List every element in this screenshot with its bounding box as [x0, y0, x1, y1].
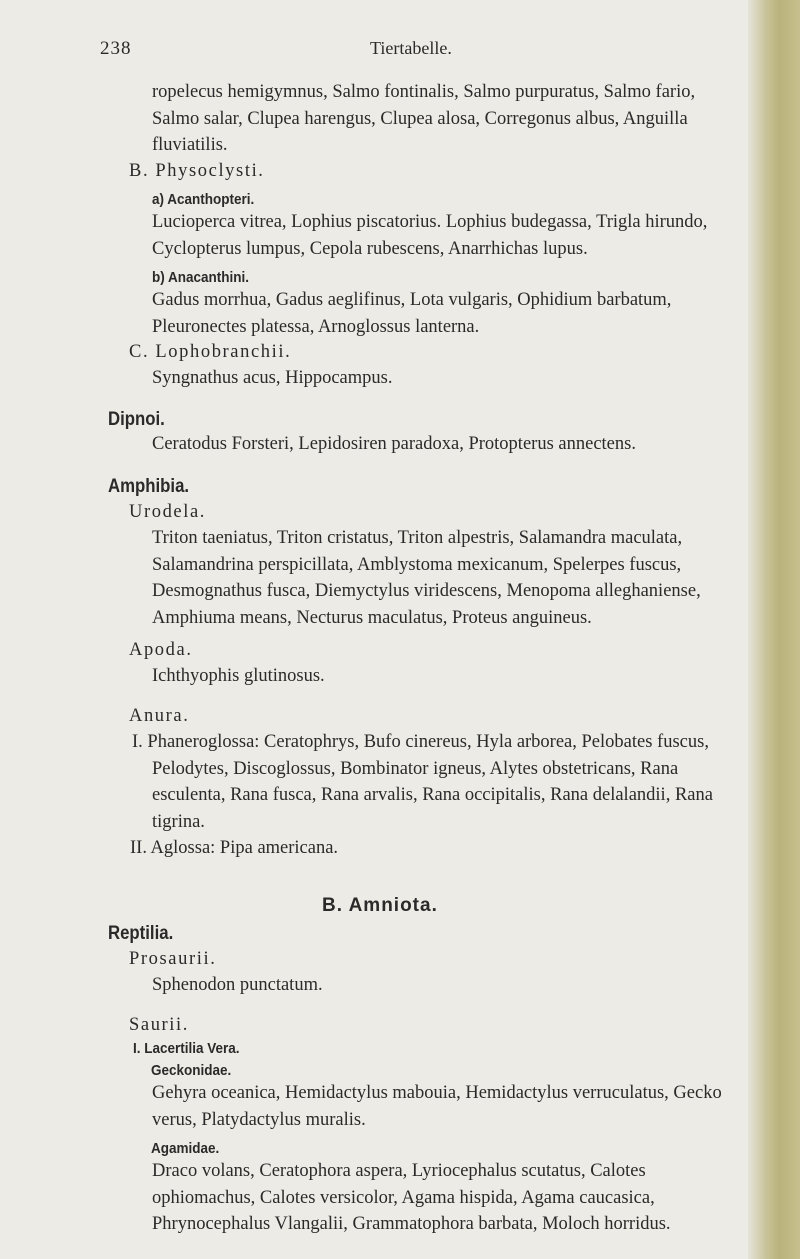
species-text: ropelecus hemigymnus, Salmo fontinalis, Salmo purpuratus, Salmo fario, Salmo salar, Clupea harengus, Clupea alosa, Corregonus albus, Anguilla fluviatilis. — [152, 82, 696, 155]
species-text: Lucioperca vitrea, Lophius piscatorius. Lophius budegassa, Trigla hirundo, Cyclopterus lumpus, Cepola rubescens, Anarrhichas lupus. — [152, 212, 708, 259]
reptilia-heading — [108, 920, 728, 947]
species-text: Gehyra oceanica, Hemidactylus mabouia, Hemidactylus verruculatus, Gecko verus, Platydactylus muralis. — [152, 1083, 722, 1130]
species-text: II. Aglossa: Pipa americana. — [130, 838, 339, 858]
class-heading: Dipnoi. — [108, 408, 165, 430]
salmo-paragraph — [152, 79, 717, 159]
urodela-heading — [129, 499, 749, 526]
lophobranchii-text — [152, 365, 772, 392]
page-header — [100, 38, 680, 68]
species-text: Triton taeniatus, Triton cristatus, Triton alpestris, Salamandra maculata, Salamandrina perspicillata, Amblystoma mexicanum, Spelerpes fuscus, Desmognathus fusca, Diemyctylus viridescens, Menopoma alleghaniense, Amphiuma means, Necturus maculatus, Proteus anguineus. — [152, 528, 701, 628]
class-heading: Amphibia. — [108, 475, 190, 497]
class-heading: Reptilia. — [108, 922, 174, 944]
page-number: 238 — [100, 38, 132, 59]
division-heading: B. Amniota. — [322, 895, 438, 916]
order-heading: Apoda. — [129, 640, 193, 660]
order-heading: Saurii. — [129, 1015, 190, 1035]
species-text: Draco volans, Ceratophora aspera, Lyriocephalus scutatus, Calotes ophiomachus, Calotes versicolor, Agama hispida, Agama caucasica, Phrynocephalus Vlangalii, Grammatophora barbata, Moloch horridus. — [152, 1161, 671, 1234]
acanthopteri-text — [152, 209, 717, 262]
order-heading: Anura. — [129, 706, 190, 726]
urodela-text — [152, 525, 724, 631]
running-title: Tiertabelle. — [370, 38, 452, 58]
order-heading: Urodela. — [129, 502, 207, 522]
species-text: I. Phaneroglossa: Ceratophrys, Bufo cinereus, Hyla arborea, Pelobates fuscus, Pelodytes, Discoglossus, Bombinator igneus, Alytes obstetricans, Rana esculenta, Rana fusca, Rana arvalis, Rana occipitalis, Rana delalandii, Rana tigrina. — [132, 732, 713, 832]
species-text: Syngnathus acus, Hippocampus. — [152, 368, 393, 388]
section-heading: C. Lophobranchii. — [129, 342, 292, 362]
anura-heading — [129, 703, 749, 730]
species-text: Sphenodon punctatum. — [152, 975, 323, 995]
species-text: Gadus morrhua, Gadus aeglifinus, Lota vulgaris, Ophidium barbatum, Pleuronectes platessa, Arnoglossus lanterna. — [152, 290, 672, 337]
lophobranchii-heading — [129, 339, 749, 366]
prosaurii-text — [152, 972, 772, 999]
agamidae-text — [152, 1158, 724, 1238]
anura-item-1 — [132, 729, 724, 835]
physoclysti-heading — [129, 158, 749, 185]
dipnoi-heading — [108, 406, 728, 433]
subsection-heading: a) Acanthopteri. — [152, 191, 255, 208]
suborder-heading: I. Lacertilia Vera. — [133, 1040, 240, 1057]
family-heading: Geckonidae. — [151, 1062, 232, 1079]
anura-item-2 — [130, 835, 750, 862]
species-text: Ceratodus Forsteri, Lepidosiren paradoxa, Protopterus annectens. — [152, 434, 636, 454]
family-heading: Agamidae. — [151, 1140, 220, 1157]
species-text: Ichthyophis glutinosus. — [152, 666, 325, 686]
section-heading: B. Physoclysti. — [129, 161, 265, 181]
prosaurii-heading — [129, 946, 749, 973]
anacanthini-text — [152, 287, 717, 340]
amniota-heading — [322, 893, 622, 920]
subsection-heading: b) Anacanthini. — [152, 269, 250, 286]
geckonidae-text — [152, 1080, 724, 1133]
apoda-text — [152, 663, 772, 690]
dipnoi-text — [152, 431, 722, 458]
amphibia-heading — [108, 473, 728, 500]
saurii-heading — [129, 1012, 749, 1039]
order-heading: Prosaurii. — [129, 949, 217, 969]
apoda-heading — [129, 637, 749, 664]
